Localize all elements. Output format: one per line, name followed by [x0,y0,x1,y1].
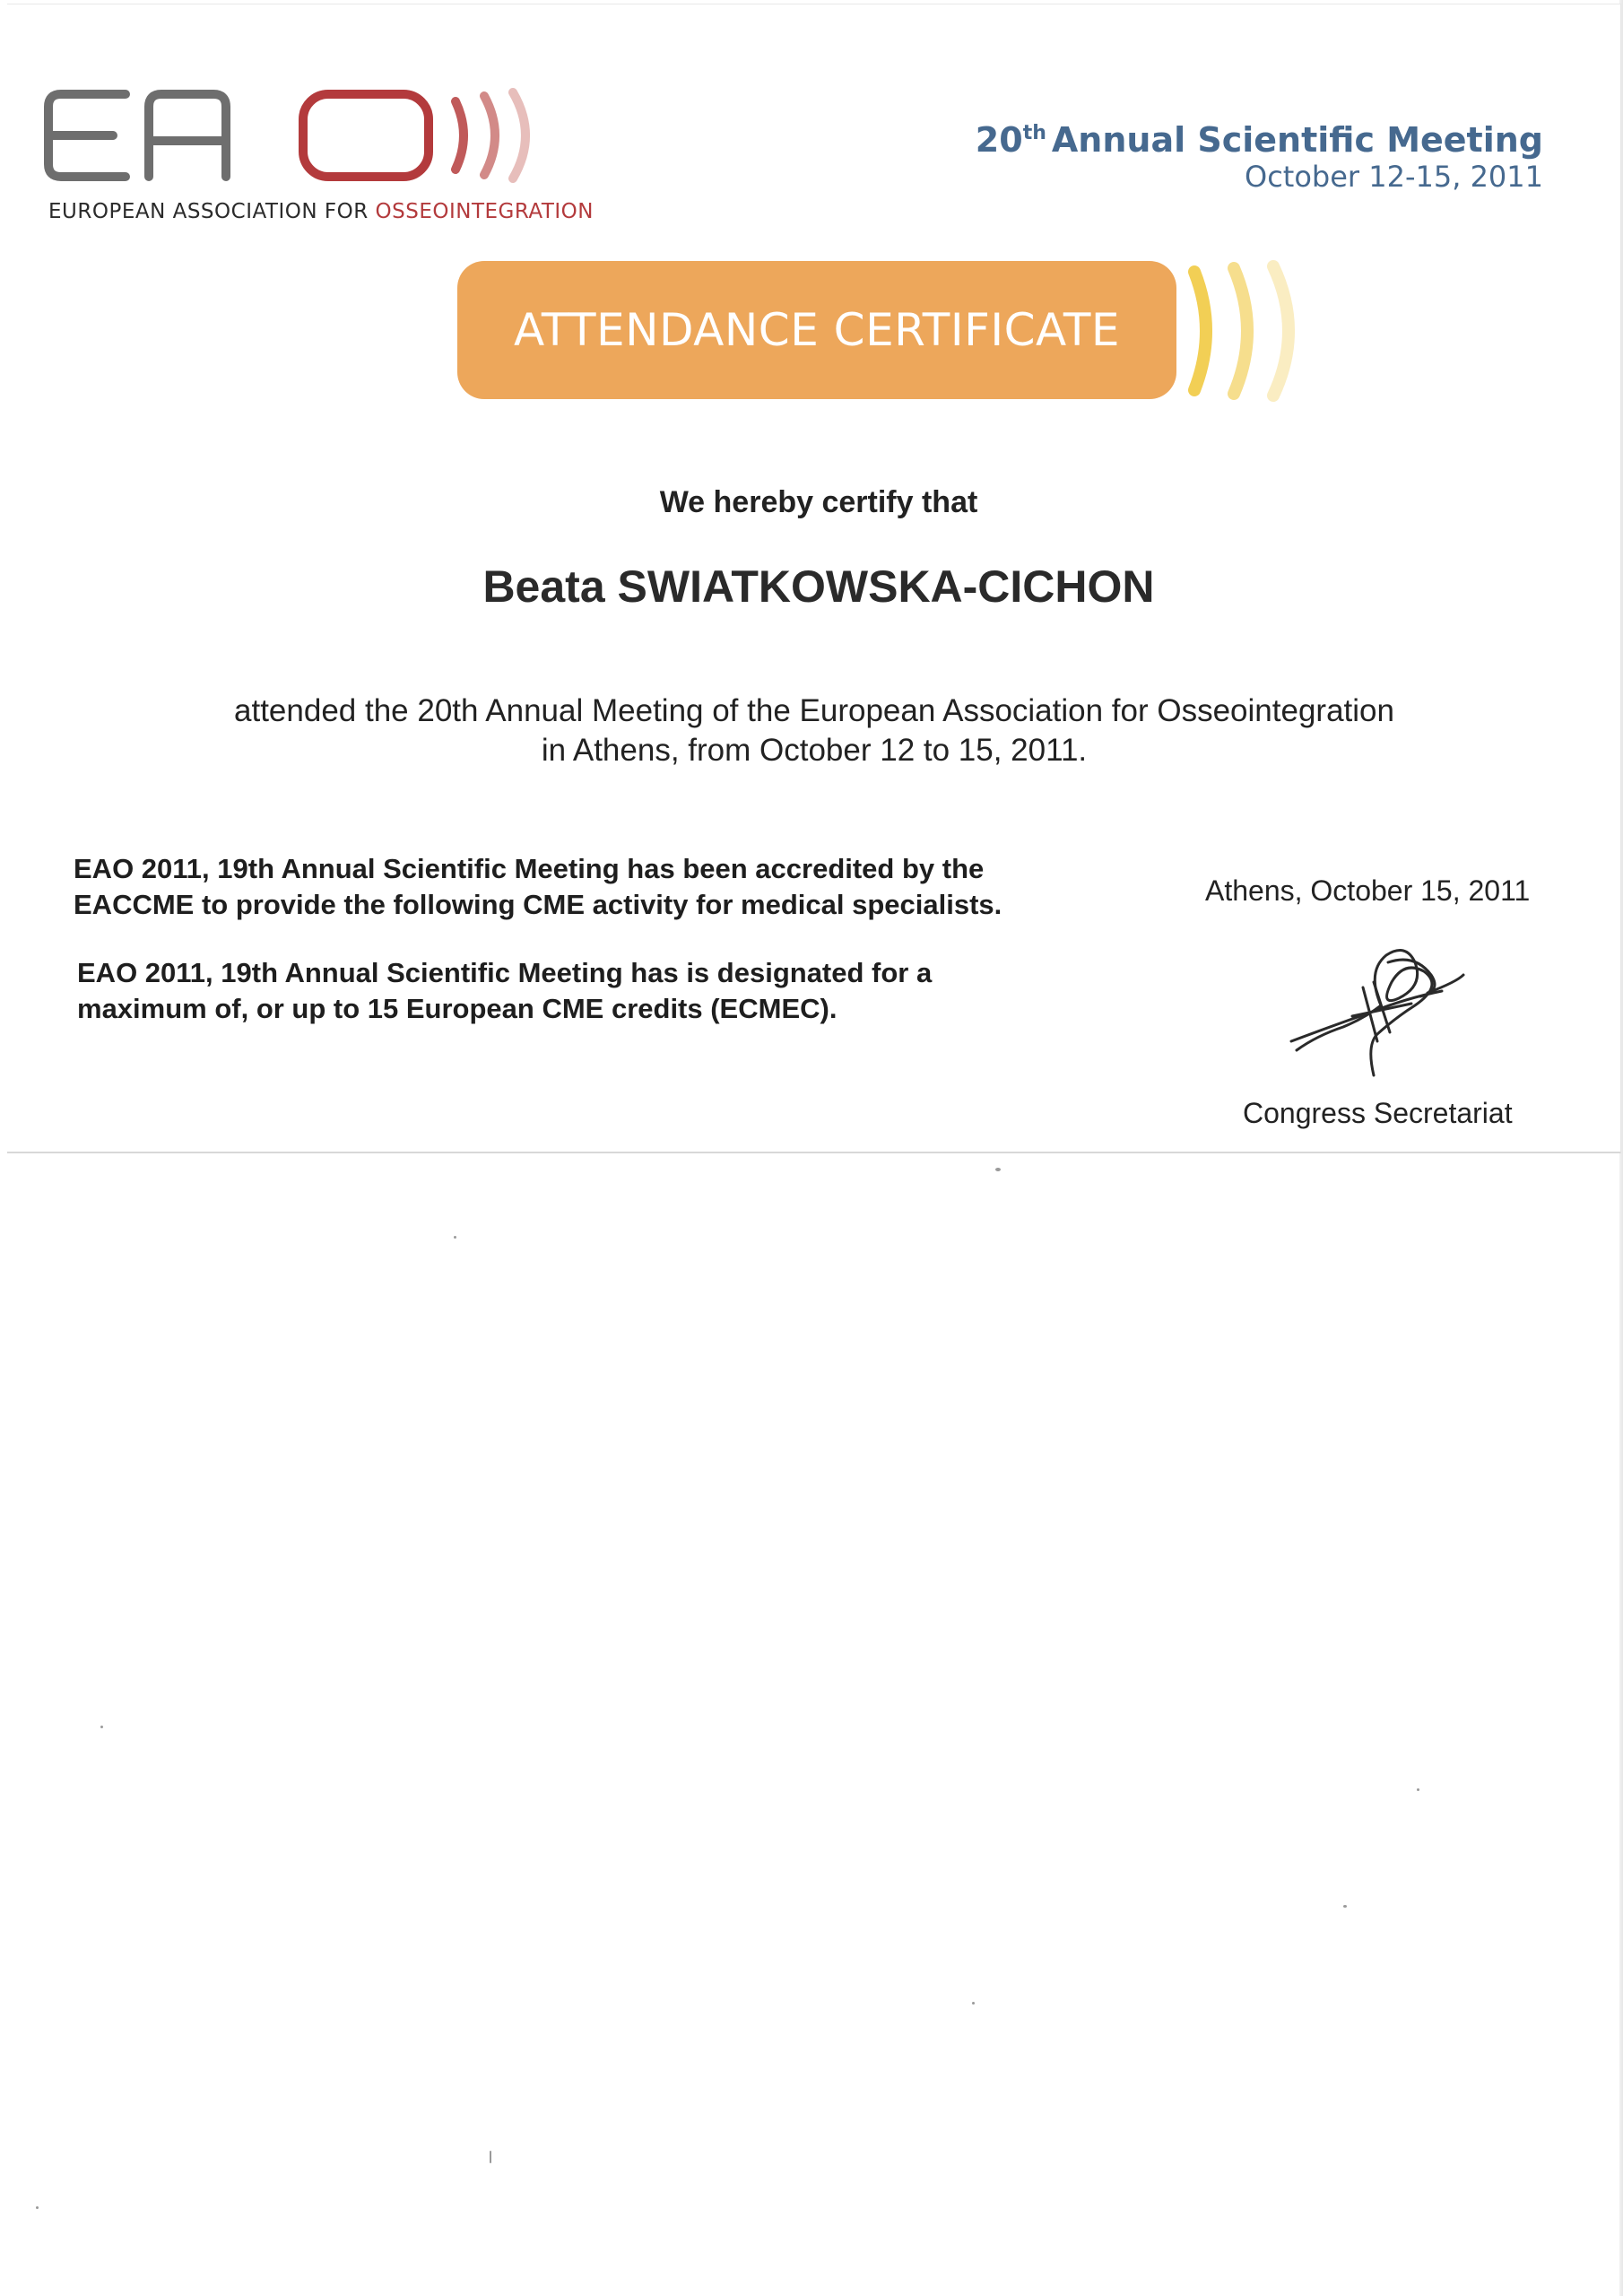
scan-speck [995,1168,1001,1171]
scan-speck [972,2002,975,2005]
accreditation-paragraph-1 [74,851,1002,923]
accreditation-2-line-1: EAO 2011, 19th Annual Scientific Meeting has is designated for a [77,957,933,988]
meeting-ordinal-suffix: th [1022,122,1046,144]
attendance-line-2: in Athens, from October 12 to 15, 2011. [541,733,1088,768]
signatory-title: Congress Secretariat [1243,1097,1513,1129]
scan-speck [1417,1788,1419,1791]
accreditation-paragraph-2 [77,955,932,1027]
scan-speck [1343,1905,1347,1908]
scan-speck [36,2206,39,2209]
logo-caption-prefix: EUROPEAN ASSOCIATION FOR [48,200,376,223]
signature-image [1280,935,1469,1079]
meeting-ordinal: 20 [975,120,1023,160]
scan-speck [490,2151,491,2163]
attendance-statement [7,691,1621,770]
scan-speck [100,1726,103,1728]
meeting-dates: October 12-15, 2011 [1245,160,1543,194]
eao-logo [43,82,594,234]
accreditation-1-line-1: EAO 2011, 19th Annual Scientific Meeting has been accredited by the [74,853,985,884]
scan-speck [454,1236,456,1239]
meeting-title [976,114,1543,160]
certify-line: We hereby certify that [659,485,978,519]
attendance-line-1: attended the 20th Annual Meeting of the European Association for Osseointegration [234,693,1394,728]
accreditation-1-line-2: EACCME to provide the following CME activity for medical specialists. [74,889,1002,920]
logo-caption [48,200,594,223]
place-and-date: Athens, October 15, 2011 [1205,874,1531,907]
accreditation-2-line-2: maximum of, or up to 15 European CME credits (ECMEC). [77,993,838,1024]
meeting-title-text: Annual Scientific Meeting [1051,120,1543,160]
logo-caption-accent: OSSEOINTEGRATION [375,200,594,223]
meeting-header [976,114,1543,194]
certificate-card [7,4,1621,1153]
recipient-name: Beata SWIATKOWSKA-CICHON [482,561,1155,612]
banner-arcs-icon [1178,259,1322,403]
banner-label: ATTENDANCE CERTIFICATE [514,304,1120,356]
certificate-banner [457,261,1176,399]
eao-logo-mark [43,82,563,189]
